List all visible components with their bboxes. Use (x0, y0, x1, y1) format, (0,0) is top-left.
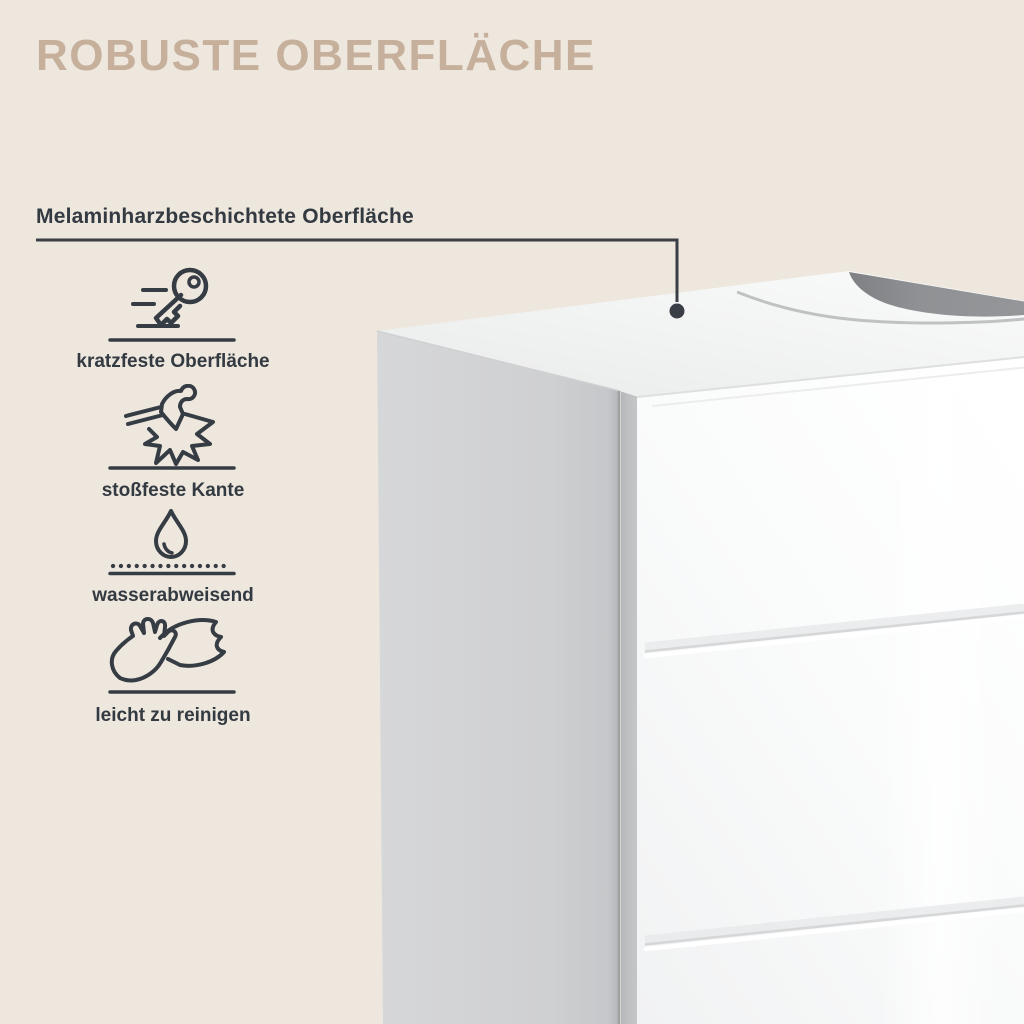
feature-label: wasserabweisend (92, 585, 254, 606)
feature-label: kratzfeste Oberfläche (76, 351, 270, 372)
edge-strip-shade (621, 392, 637, 1024)
page-title: ROBUSTE OBERFLÄCHE (36, 31, 596, 80)
feature-label: stoßfeste Kante (101, 480, 245, 501)
water-drop-icon (88, 508, 258, 576)
feature-label: leicht zu reinigen (95, 705, 251, 726)
callout-label: Melaminharzbeschichtete Oberfläche (36, 205, 414, 228)
flying-key-icon (88, 262, 258, 348)
hammer-impact-icon (88, 384, 258, 476)
callout-marker-dot (670, 304, 685, 319)
feature-impact-resistant (88, 384, 258, 502)
feature-scratch-resistant (76, 262, 270, 373)
feature-easy-to-clean (88, 612, 258, 727)
wiping-hand-icon (88, 612, 258, 696)
feature-water-repellent (88, 508, 258, 607)
cabinet-side-panel (377, 331, 620, 1024)
